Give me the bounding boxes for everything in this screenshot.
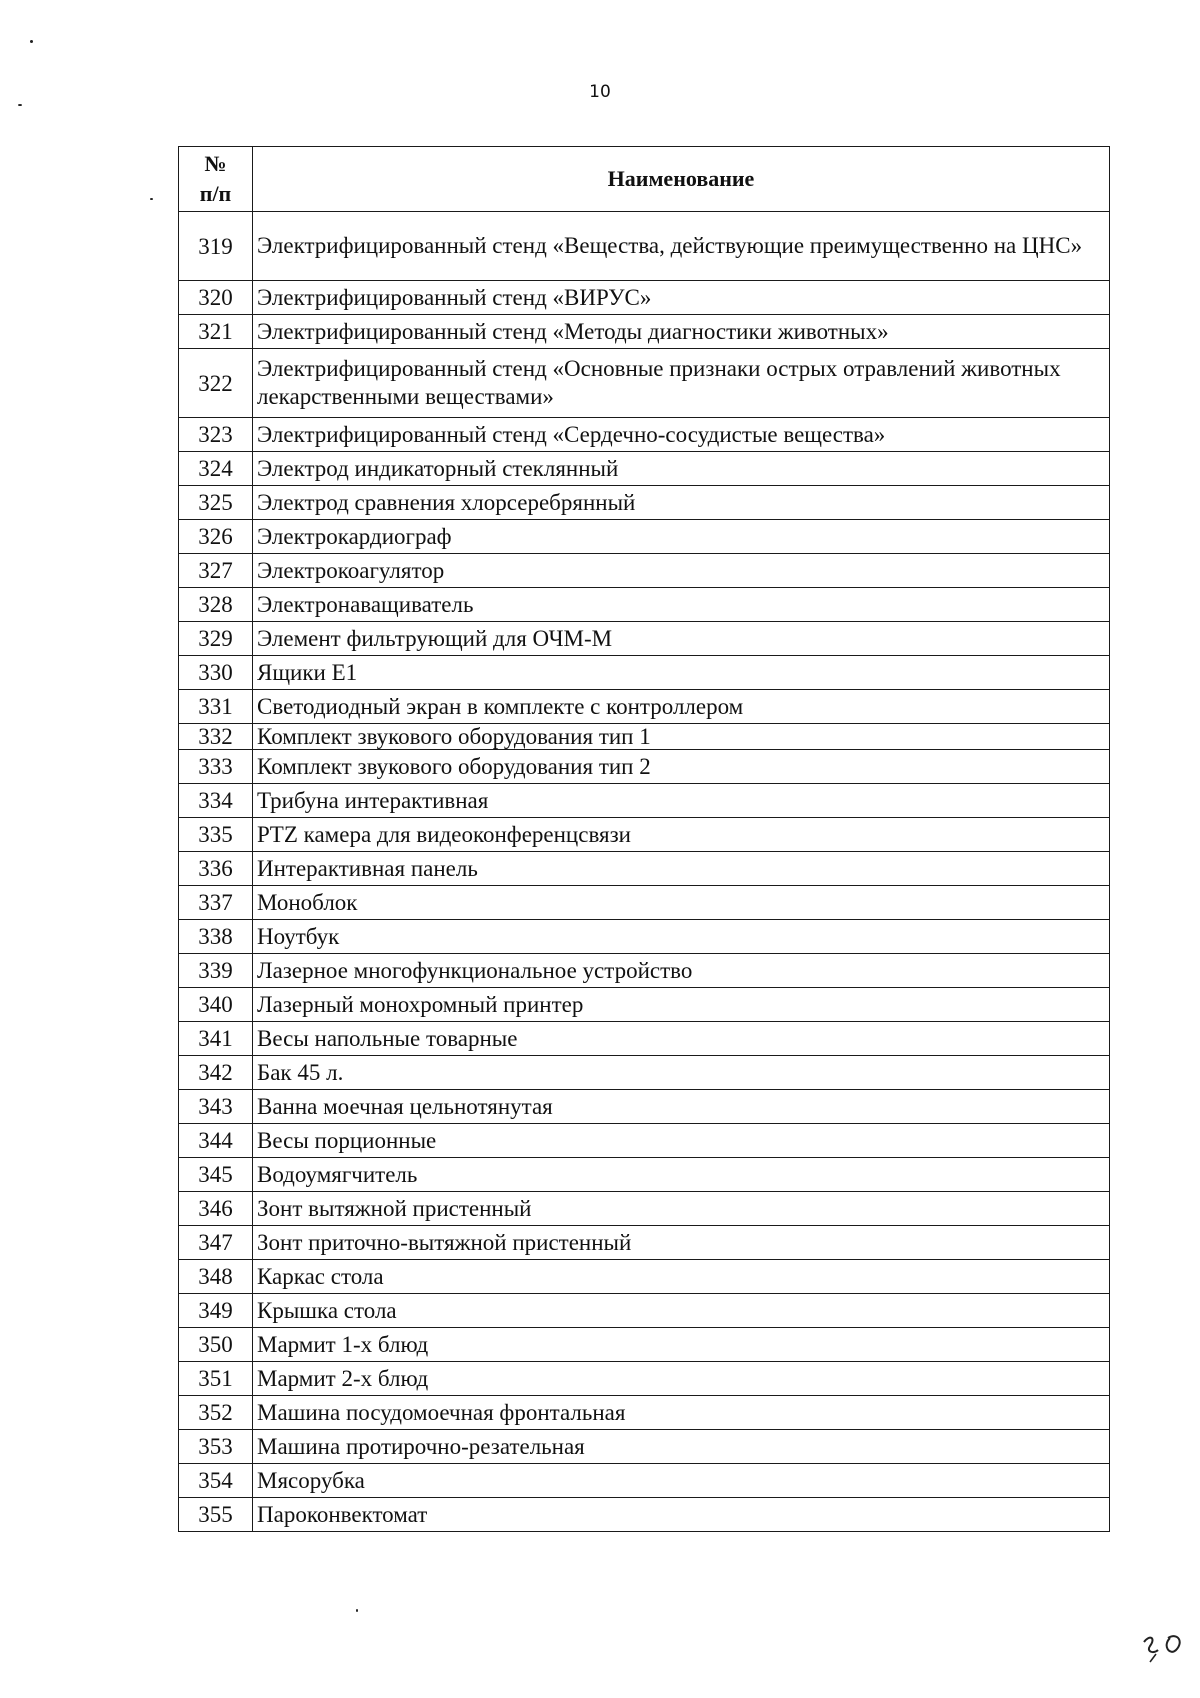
row-item-name: Мясорубка xyxy=(253,1464,1110,1498)
row-number: 344 xyxy=(179,1124,253,1158)
table-row xyxy=(179,452,1110,486)
table-row xyxy=(179,554,1110,588)
row-number: 342 xyxy=(179,1056,253,1090)
row-number: 352 xyxy=(179,1396,253,1430)
row-number: 327 xyxy=(179,554,253,588)
row-item-name: Светодиодный экран в комплекте с контроллером xyxy=(253,690,1110,724)
table-row xyxy=(179,315,1110,349)
table-row xyxy=(179,1192,1110,1226)
table-row xyxy=(179,212,1110,281)
row-number: 322 xyxy=(179,349,253,418)
row-number: 343 xyxy=(179,1090,253,1124)
row-item-name: Зонт вытяжной пристенный xyxy=(253,1192,1110,1226)
row-item-name: Бак 45 л. xyxy=(253,1056,1110,1090)
table-row xyxy=(179,1328,1110,1362)
row-item-name: Мармит 1-х блюд xyxy=(253,1328,1110,1362)
row-item-name: Водоумягчитель xyxy=(253,1158,1110,1192)
row-item-name: Ванна моечная цельнотянутая xyxy=(253,1090,1110,1124)
table-row xyxy=(179,818,1110,852)
scan-speck xyxy=(356,1609,358,1612)
row-item-name: Лазерное многофункциональное устройство xyxy=(253,954,1110,988)
row-item-name: Пароконвектомат xyxy=(253,1498,1110,1532)
table-row xyxy=(179,1498,1110,1532)
row-item-name: Каркас стола xyxy=(253,1260,1110,1294)
row-number: 323 xyxy=(179,418,253,452)
row-number: 337 xyxy=(179,886,253,920)
row-number: 321 xyxy=(179,315,253,349)
row-item-name: Моноблок xyxy=(253,886,1110,920)
table-row xyxy=(179,886,1110,920)
table-row xyxy=(179,349,1110,418)
table-row xyxy=(179,988,1110,1022)
row-item-name: Электрокардиограф xyxy=(253,520,1110,554)
row-number: 346 xyxy=(179,1192,253,1226)
row-number: 328 xyxy=(179,588,253,622)
row-number: 338 xyxy=(179,920,253,954)
row-item-name: Весы напольные товарные xyxy=(253,1022,1110,1056)
table-row xyxy=(179,954,1110,988)
row-item-name: Зонт приточно-вытяжной пристенный xyxy=(253,1226,1110,1260)
table-row xyxy=(179,1124,1110,1158)
row-item-name: Мармит 2-х блюд xyxy=(253,1362,1110,1396)
row-item-name: Электрифицированный стенд «Вещества, действующие преимущественно на ЦНС» xyxy=(253,212,1110,281)
row-number: 349 xyxy=(179,1294,253,1328)
row-item-name: Электрокоагулятор xyxy=(253,554,1110,588)
equipment-table xyxy=(178,146,1110,1532)
table-row xyxy=(179,1430,1110,1464)
row-number: 348 xyxy=(179,1260,253,1294)
column-header-name: Наименование xyxy=(253,147,1110,212)
column-header-number xyxy=(179,147,253,212)
row-item-name: Комплект звукового оборудования тип 2 xyxy=(253,750,1110,784)
row-number: 319 xyxy=(179,212,253,281)
table-row xyxy=(179,920,1110,954)
table-row xyxy=(179,1396,1110,1430)
row-number: 353 xyxy=(179,1430,253,1464)
table-row xyxy=(179,1294,1110,1328)
row-number: 331 xyxy=(179,690,253,724)
row-number: 320 xyxy=(179,281,253,315)
table-row xyxy=(179,690,1110,724)
row-number: 330 xyxy=(179,656,253,690)
row-number: 340 xyxy=(179,988,253,1022)
row-number: 339 xyxy=(179,954,253,988)
row-item-name: Электрифицированный стенд «Методы диагностики животных» xyxy=(253,315,1110,349)
row-item-name: Электрод индикаторный стеклянный xyxy=(253,452,1110,486)
row-number: 333 xyxy=(179,750,253,784)
row-item-name: Трибуна интерактивная xyxy=(253,784,1110,818)
table-row xyxy=(179,1226,1110,1260)
table-row xyxy=(179,1056,1110,1090)
row-number: 350 xyxy=(179,1328,253,1362)
scan-speck xyxy=(150,198,153,200)
row-number: 334 xyxy=(179,784,253,818)
row-item-name: Элемент фильтрующий для ОЧМ-М xyxy=(253,622,1110,656)
table-row xyxy=(179,1090,1110,1124)
row-item-name: Комплект звукового оборудования тип 1 xyxy=(253,724,1110,750)
row-number: 347 xyxy=(179,1226,253,1260)
scan-speck xyxy=(18,104,22,106)
row-item-name: Электрифицированный стенд «ВИРУС» xyxy=(253,281,1110,315)
table-body xyxy=(179,212,1110,1532)
table-row xyxy=(179,852,1110,886)
row-item-name: Электронаващиватель xyxy=(253,588,1110,622)
table-row xyxy=(179,418,1110,452)
row-item-name: Машина протирочно-резательная xyxy=(253,1430,1110,1464)
table-row xyxy=(179,588,1110,622)
scan-speck xyxy=(30,40,33,43)
table-row xyxy=(179,1158,1110,1192)
row-item-name: Ящики Е1 xyxy=(253,656,1110,690)
row-item-name: Интерактивная панель xyxy=(253,852,1110,886)
table-row xyxy=(179,1022,1110,1056)
table-row xyxy=(179,281,1110,315)
table-row xyxy=(179,1362,1110,1396)
table-row xyxy=(179,622,1110,656)
table-row xyxy=(179,1464,1110,1498)
row-number: 354 xyxy=(179,1464,253,1498)
row-number: 324 xyxy=(179,452,253,486)
table-row xyxy=(179,520,1110,554)
table-row xyxy=(179,750,1110,784)
row-number: 329 xyxy=(179,622,253,656)
row-item-name: Электрифицированный стенд «Основные признаки острых отравлений животных лекарственными веществами» xyxy=(253,349,1110,418)
table-row xyxy=(179,724,1110,750)
row-item-name: Крышка стола xyxy=(253,1294,1110,1328)
table-row xyxy=(179,656,1110,690)
row-number: 351 xyxy=(179,1362,253,1396)
column-header-number-text: № п/п xyxy=(199,151,232,206)
row-number: 341 xyxy=(179,1022,253,1056)
row-number: 332 xyxy=(179,724,253,750)
row-item-name: Машина посудомоечная фронтальная xyxy=(253,1396,1110,1430)
row-item-name: PTZ камера для видеоконференцсвязи xyxy=(253,818,1110,852)
row-item-name: Весы порционные xyxy=(253,1124,1110,1158)
table-row xyxy=(179,1260,1110,1294)
row-number: 345 xyxy=(179,1158,253,1192)
row-item-name: Ноутбук xyxy=(253,920,1110,954)
page-number: 10 xyxy=(589,82,611,102)
table-row xyxy=(179,784,1110,818)
table-row xyxy=(179,486,1110,520)
row-number: 336 xyxy=(179,852,253,886)
row-number: 325 xyxy=(179,486,253,520)
table-header-row xyxy=(179,147,1110,212)
row-number: 326 xyxy=(179,520,253,554)
row-item-name: Лазерный монохромный принтер xyxy=(253,988,1110,1022)
row-number: 355 xyxy=(179,1498,253,1532)
handwritten-signature-mark xyxy=(1138,1628,1186,1664)
row-item-name: Электрод сравнения хлорсеребрянный xyxy=(253,486,1110,520)
row-item-name: Электрифицированный стенд «Сердечно-сосудистые вещества» xyxy=(253,418,1110,452)
row-number: 335 xyxy=(179,818,253,852)
